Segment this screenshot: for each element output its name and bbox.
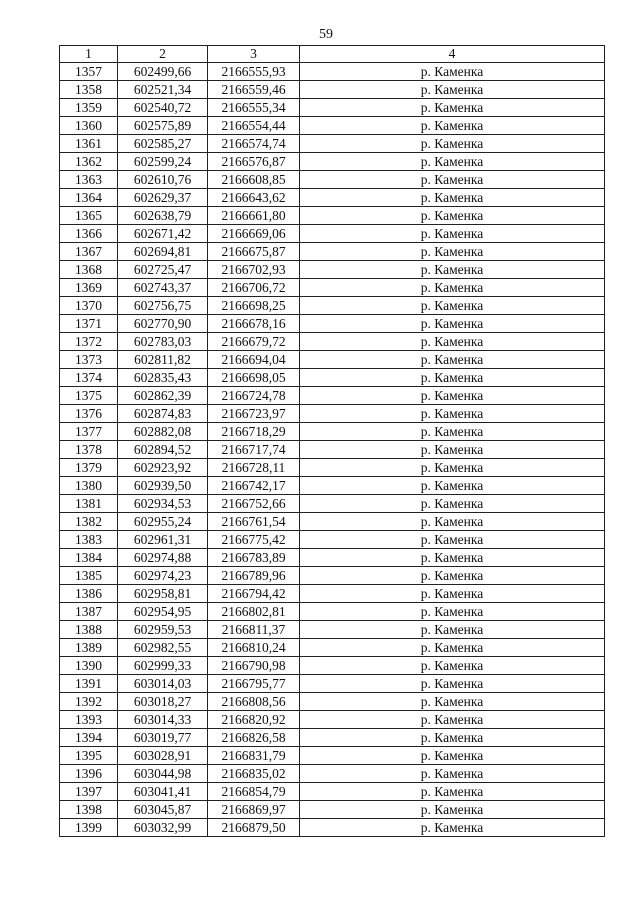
description-cell: р. Каменка <box>300 729 605 747</box>
point-number-cell: 1391 <box>60 675 118 693</box>
description-cell: р. Каменка <box>300 279 605 297</box>
description-cell: р. Каменка <box>300 531 605 549</box>
description-cell: р. Каменка <box>300 495 605 513</box>
x-coordinate-cell: 602999,33 <box>118 657 208 675</box>
point-number-cell: 1399 <box>60 819 118 837</box>
table-row <box>60 783 605 801</box>
y-coordinate-cell: 2166559,46 <box>208 81 300 99</box>
x-coordinate-cell: 603018,27 <box>118 693 208 711</box>
x-coordinate-cell: 602934,53 <box>118 495 208 513</box>
y-coordinate-cell: 2166742,17 <box>208 477 300 495</box>
point-number-cell: 1375 <box>60 387 118 405</box>
description-cell: р. Каменка <box>300 549 605 567</box>
x-coordinate-cell: 602521,34 <box>118 81 208 99</box>
x-coordinate-cell: 602959,53 <box>118 621 208 639</box>
x-coordinate-cell: 602923,92 <box>118 459 208 477</box>
table-body <box>60 63 605 837</box>
table-row <box>60 423 605 441</box>
y-coordinate-cell: 2166706,72 <box>208 279 300 297</box>
description-cell: р. Каменка <box>300 297 605 315</box>
point-number-cell: 1367 <box>60 243 118 261</box>
description-cell: р. Каменка <box>300 567 605 585</box>
y-coordinate-cell: 2166661,80 <box>208 207 300 225</box>
description-cell: р. Каменка <box>300 387 605 405</box>
x-coordinate-cell: 602610,76 <box>118 171 208 189</box>
y-coordinate-cell: 2166576,87 <box>208 153 300 171</box>
description-cell: р. Каменка <box>300 405 605 423</box>
description-cell: р. Каменка <box>300 819 605 837</box>
table-row <box>60 495 605 513</box>
x-coordinate-cell: 602585,27 <box>118 135 208 153</box>
point-number-cell: 1387 <box>60 603 118 621</box>
point-number-cell: 1363 <box>60 171 118 189</box>
y-coordinate-cell: 2166831,79 <box>208 747 300 765</box>
point-number-cell: 1382 <box>60 513 118 531</box>
x-coordinate-cell: 602961,31 <box>118 531 208 549</box>
x-coordinate-cell: 603045,87 <box>118 801 208 819</box>
x-coordinate-cell: 602955,24 <box>118 513 208 531</box>
y-coordinate-cell: 2166698,25 <box>208 297 300 315</box>
x-coordinate-cell: 603028,91 <box>118 747 208 765</box>
y-coordinate-cell: 2166775,42 <box>208 531 300 549</box>
x-coordinate-cell: 602958,81 <box>118 585 208 603</box>
table-row <box>60 513 605 531</box>
table-row <box>60 675 605 693</box>
y-coordinate-cell: 2166723,97 <box>208 405 300 423</box>
table-row <box>60 621 605 639</box>
y-coordinate-cell: 2166669,06 <box>208 225 300 243</box>
point-number-cell: 1390 <box>60 657 118 675</box>
x-coordinate-cell: 603019,77 <box>118 729 208 747</box>
y-coordinate-cell: 2166608,85 <box>208 171 300 189</box>
x-coordinate-cell: 602974,23 <box>118 567 208 585</box>
y-coordinate-cell: 2166698,05 <box>208 369 300 387</box>
point-number-cell: 1383 <box>60 531 118 549</box>
table-row <box>60 459 605 477</box>
x-coordinate-cell: 603014,33 <box>118 711 208 729</box>
point-number-cell: 1377 <box>60 423 118 441</box>
x-coordinate-cell: 602862,39 <box>118 387 208 405</box>
y-coordinate-cell: 2166554,44 <box>208 117 300 135</box>
y-coordinate-cell: 2166717,74 <box>208 441 300 459</box>
y-coordinate-cell: 2166555,93 <box>208 63 300 81</box>
x-coordinate-cell: 602671,42 <box>118 225 208 243</box>
x-coordinate-cell: 603044,98 <box>118 765 208 783</box>
point-number-cell: 1378 <box>60 441 118 459</box>
point-number-cell: 1361 <box>60 135 118 153</box>
x-coordinate-cell: 603032,99 <box>118 819 208 837</box>
description-cell: р. Каменка <box>300 621 605 639</box>
description-cell: р. Каменка <box>300 513 605 531</box>
description-cell: р. Каменка <box>300 99 605 117</box>
x-coordinate-cell: 602770,90 <box>118 315 208 333</box>
description-cell: р. Каменка <box>300 639 605 657</box>
point-number-cell: 1392 <box>60 693 118 711</box>
point-number-cell: 1365 <box>60 207 118 225</box>
x-coordinate-cell: 602783,03 <box>118 333 208 351</box>
description-cell: р. Каменка <box>300 189 605 207</box>
description-cell: р. Каменка <box>300 603 605 621</box>
table-row <box>60 441 605 459</box>
description-cell: р. Каменка <box>300 351 605 369</box>
x-coordinate-cell: 603014,03 <box>118 675 208 693</box>
y-coordinate-cell: 2166879,50 <box>208 819 300 837</box>
x-coordinate-cell: 602954,95 <box>118 603 208 621</box>
table-row <box>60 63 605 81</box>
table-row <box>60 135 605 153</box>
table-row <box>60 243 605 261</box>
x-coordinate-cell: 602743,37 <box>118 279 208 297</box>
point-number-cell: 1357 <box>60 63 118 81</box>
table-row <box>60 819 605 837</box>
table-row <box>60 765 605 783</box>
table-row <box>60 207 605 225</box>
y-coordinate-cell: 2166752,66 <box>208 495 300 513</box>
point-number-cell: 1360 <box>60 117 118 135</box>
x-coordinate-cell: 602599,24 <box>118 153 208 171</box>
x-coordinate-cell: 602894,52 <box>118 441 208 459</box>
table-row <box>60 171 605 189</box>
table-row <box>60 711 605 729</box>
description-cell: р. Каменка <box>300 135 605 153</box>
table-row <box>60 405 605 423</box>
point-number-cell: 1373 <box>60 351 118 369</box>
point-number-cell: 1368 <box>60 261 118 279</box>
point-number-cell: 1369 <box>60 279 118 297</box>
y-coordinate-cell: 2166783,89 <box>208 549 300 567</box>
point-number-cell: 1364 <box>60 189 118 207</box>
y-coordinate-cell: 2166794,42 <box>208 585 300 603</box>
y-coordinate-cell: 2166675,87 <box>208 243 300 261</box>
description-cell: р. Каменка <box>300 801 605 819</box>
x-coordinate-cell: 602694,81 <box>118 243 208 261</box>
column-header-1: 1 <box>60 46 118 63</box>
description-cell: р. Каменка <box>300 675 605 693</box>
description-cell: р. Каменка <box>300 225 605 243</box>
y-coordinate-cell: 2166795,77 <box>208 675 300 693</box>
y-coordinate-cell: 2166694,04 <box>208 351 300 369</box>
y-coordinate-cell: 2166679,72 <box>208 333 300 351</box>
y-coordinate-cell: 2166854,79 <box>208 783 300 801</box>
table-row <box>60 153 605 171</box>
table-row <box>60 657 605 675</box>
x-coordinate-cell: 602725,47 <box>118 261 208 279</box>
description-cell: р. Каменка <box>300 315 605 333</box>
point-number-cell: 1397 <box>60 783 118 801</box>
y-coordinate-cell: 2166790,98 <box>208 657 300 675</box>
description-cell: р. Каменка <box>300 747 605 765</box>
table-row <box>60 81 605 99</box>
y-coordinate-cell: 2166728,11 <box>208 459 300 477</box>
y-coordinate-cell: 2166810,24 <box>208 639 300 657</box>
table-row <box>60 585 605 603</box>
point-number-cell: 1394 <box>60 729 118 747</box>
description-cell: р. Каменка <box>300 783 605 801</box>
table-row <box>60 747 605 765</box>
table-row <box>60 549 605 567</box>
point-number-cell: 1359 <box>60 99 118 117</box>
y-coordinate-cell: 2166811,37 <box>208 621 300 639</box>
table-row <box>60 315 605 333</box>
y-coordinate-cell: 2166702,93 <box>208 261 300 279</box>
description-cell: р. Каменка <box>300 585 605 603</box>
point-number-cell: 1370 <box>60 297 118 315</box>
header-row <box>60 46 605 63</box>
point-number-cell: 1371 <box>60 315 118 333</box>
description-cell: р. Каменка <box>300 153 605 171</box>
x-coordinate-cell: 602939,50 <box>118 477 208 495</box>
x-coordinate-cell: 602974,88 <box>118 549 208 567</box>
description-cell: р. Каменка <box>300 369 605 387</box>
coordinates-table <box>59 45 605 837</box>
table-row <box>60 639 605 657</box>
description-cell: р. Каменка <box>300 657 605 675</box>
y-coordinate-cell: 2166678,16 <box>208 315 300 333</box>
y-coordinate-cell: 2166869,97 <box>208 801 300 819</box>
table-row <box>60 369 605 387</box>
table-row <box>60 531 605 549</box>
table-row <box>60 189 605 207</box>
point-number-cell: 1396 <box>60 765 118 783</box>
description-cell: р. Каменка <box>300 711 605 729</box>
table-row <box>60 387 605 405</box>
description-cell: р. Каменка <box>300 117 605 135</box>
description-cell: р. Каменка <box>300 765 605 783</box>
x-coordinate-cell: 602499,66 <box>118 63 208 81</box>
point-number-cell: 1379 <box>60 459 118 477</box>
x-coordinate-cell: 603041,41 <box>118 783 208 801</box>
x-coordinate-cell: 602756,75 <box>118 297 208 315</box>
description-cell: р. Каменка <box>300 459 605 477</box>
x-coordinate-cell: 602540,72 <box>118 99 208 117</box>
point-number-cell: 1362 <box>60 153 118 171</box>
description-cell: р. Каменка <box>300 81 605 99</box>
page-number: 59 <box>319 27 333 42</box>
y-coordinate-cell: 2166802,81 <box>208 603 300 621</box>
table-row <box>60 117 605 135</box>
point-number-cell: 1366 <box>60 225 118 243</box>
x-coordinate-cell: 602874,83 <box>118 405 208 423</box>
y-coordinate-cell: 2166574,74 <box>208 135 300 153</box>
table-row <box>60 567 605 585</box>
description-cell: р. Каменка <box>300 207 605 225</box>
x-coordinate-cell: 602629,37 <box>118 189 208 207</box>
point-number-cell: 1389 <box>60 639 118 657</box>
point-number-cell: 1358 <box>60 81 118 99</box>
y-coordinate-cell: 2166555,34 <box>208 99 300 117</box>
description-cell: р. Каменка <box>300 171 605 189</box>
point-number-cell: 1385 <box>60 567 118 585</box>
table-row <box>60 729 605 747</box>
point-number-cell: 1398 <box>60 801 118 819</box>
y-coordinate-cell: 2166724,78 <box>208 387 300 405</box>
description-cell: р. Каменка <box>300 243 605 261</box>
table-row <box>60 333 605 351</box>
y-coordinate-cell: 2166835,02 <box>208 765 300 783</box>
x-coordinate-cell: 602982,55 <box>118 639 208 657</box>
table-row <box>60 261 605 279</box>
point-number-cell: 1381 <box>60 495 118 513</box>
table-row <box>60 297 605 315</box>
point-number-cell: 1374 <box>60 369 118 387</box>
point-number-cell: 1376 <box>60 405 118 423</box>
description-cell: р. Каменка <box>300 423 605 441</box>
x-coordinate-cell: 602811,82 <box>118 351 208 369</box>
description-cell: р. Каменка <box>300 477 605 495</box>
description-cell: р. Каменка <box>300 693 605 711</box>
y-coordinate-cell: 2166826,58 <box>208 729 300 747</box>
column-header-4: 4 <box>300 46 605 63</box>
point-number-cell: 1386 <box>60 585 118 603</box>
table-row <box>60 693 605 711</box>
description-cell: р. Каменка <box>300 63 605 81</box>
table-row <box>60 99 605 117</box>
table-row <box>60 477 605 495</box>
x-coordinate-cell: 602575,89 <box>118 117 208 135</box>
point-number-cell: 1372 <box>60 333 118 351</box>
description-cell: р. Каменка <box>300 333 605 351</box>
table-row <box>60 351 605 369</box>
y-coordinate-cell: 2166718,29 <box>208 423 300 441</box>
point-number-cell: 1384 <box>60 549 118 567</box>
table-row <box>60 225 605 243</box>
table-row <box>60 279 605 297</box>
table-header <box>60 46 605 63</box>
column-header-3: 3 <box>208 46 300 63</box>
table-row <box>60 801 605 819</box>
column-header-2: 2 <box>118 46 208 63</box>
x-coordinate-cell: 602882,08 <box>118 423 208 441</box>
x-coordinate-cell: 602835,43 <box>118 369 208 387</box>
point-number-cell: 1388 <box>60 621 118 639</box>
point-number-cell: 1393 <box>60 711 118 729</box>
y-coordinate-cell: 2166808,56 <box>208 693 300 711</box>
description-cell: р. Каменка <box>300 261 605 279</box>
y-coordinate-cell: 2166820,92 <box>208 711 300 729</box>
y-coordinate-cell: 2166789,96 <box>208 567 300 585</box>
x-coordinate-cell: 602638,79 <box>118 207 208 225</box>
y-coordinate-cell: 2166761,54 <box>208 513 300 531</box>
table-row <box>60 603 605 621</box>
description-cell: р. Каменка <box>300 441 605 459</box>
point-number-cell: 1380 <box>60 477 118 495</box>
point-number-cell: 1395 <box>60 747 118 765</box>
y-coordinate-cell: 2166643,62 <box>208 189 300 207</box>
